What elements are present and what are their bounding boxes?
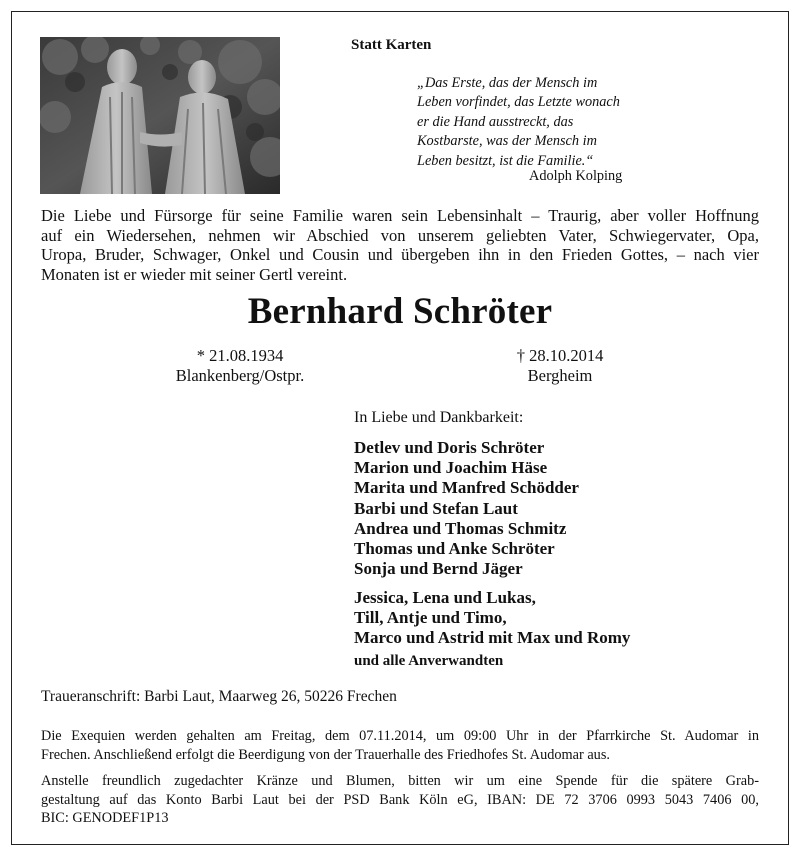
family-entry: Detlev und Doris Schröter <box>354 438 545 457</box>
death-place: Bergheim <box>527 366 593 385</box>
donation-line: BIC: GENODEF1P13 <box>41 810 169 826</box>
grandchildren-list <box>354 588 630 649</box>
intro-paragraph <box>41 206 759 284</box>
intro-line: Uropa, Bruder, Schwager, Onkel und Cousin und übergeben ihn in den Frieden Gottes, – nach vier <box>41 245 759 264</box>
intro-line: Monaten ist er wieder mit seiner Gertl vereint. <box>41 264 348 284</box>
birth-info <box>170 346 310 386</box>
quote-line: Leben vorfindet, das Letzte wonach <box>417 94 620 111</box>
quote-author: Adolph Kolping <box>529 168 623 184</box>
statue-photo <box>40 37 280 194</box>
family-quote <box>417 74 620 171</box>
quote-line: er die Hand ausstreckt, das <box>417 113 574 130</box>
birth-place: Blankenberg/Ostpr. <box>175 366 305 385</box>
exequies-line: Frechen. Anschließend erfolgt die Beerdigung von der Trauerhalle des Friedhofes St. Audomar aus. <box>41 746 610 763</box>
grandchildren-entry: Jessica, Lena und Lukas, <box>354 588 536 607</box>
family-entry: Marion und Joachim Häse <box>354 458 548 478</box>
intro-line: auf ein Wiedersehen, nehmen wir Abschied von unserem geliebten Vater, Schwiegervater, Opa, <box>41 225 759 245</box>
family-entry: Barbi und Stefan Laut <box>354 498 518 518</box>
grandchildren-entry: Till, Antje und Timo, <box>354 608 507 628</box>
death-date: † 28.10.2014 <box>516 346 604 365</box>
family-entry: Andrea und Thomas Schmitz <box>354 518 567 538</box>
death-info <box>490 346 630 386</box>
exequies-notice <box>41 727 759 764</box>
grandchildren-entry: Marco und Astrid mit Max und Romy <box>354 628 631 648</box>
quote-line: „Das Erste, das der Mensch im <box>417 75 598 91</box>
gratitude-line: In Liebe und Dankbarkeit: <box>354 409 524 426</box>
relatives-line: und alle Anverwandten <box>354 653 504 669</box>
exequies-line: Die Exequien werden gehalten am Freitag, dem 07.11.2014, um 09:00 Uhr in der Pfarrkirche St. Audomar in <box>41 728 759 744</box>
donation-line: Anstelle freundlich zugedachter Kränze und Blumen, bitten wir um eine Spende für die spätere Grab- <box>41 773 759 789</box>
family-entry: Marita und Manfred Schödder <box>354 478 579 498</box>
quote-line: Kostbarste, was der Mensch im <box>417 133 597 150</box>
family-entry: Sonja und Bernd Jäger <box>354 559 523 579</box>
statt-karten-heading: Statt Karten <box>351 37 432 53</box>
birth-date: * 21.08.1934 <box>196 346 284 365</box>
deceased-name: Bernhard Schröter <box>247 291 553 332</box>
family-list <box>354 438 579 579</box>
quote-line: Leben besitzt, ist die Familie.“ <box>417 152 594 169</box>
donation-notice <box>41 772 759 828</box>
donation-line: gestaltung auf das Konto Barbi Laut bei der PSD Bank Köln eG, IBAN: DE 72 3706 0993 5043 7406 00, <box>41 791 759 808</box>
family-entry: Thomas und Anke Schröter <box>354 539 555 559</box>
intro-line: Die Liebe und Fürsorge für seine Familie waren sein Lebensinhalt – Traurig, aber voller Hoffnung <box>41 206 759 225</box>
mourning-address: Traueranschrift: Barbi Laut, Maarweg 26, 50226 Frechen <box>41 688 397 705</box>
